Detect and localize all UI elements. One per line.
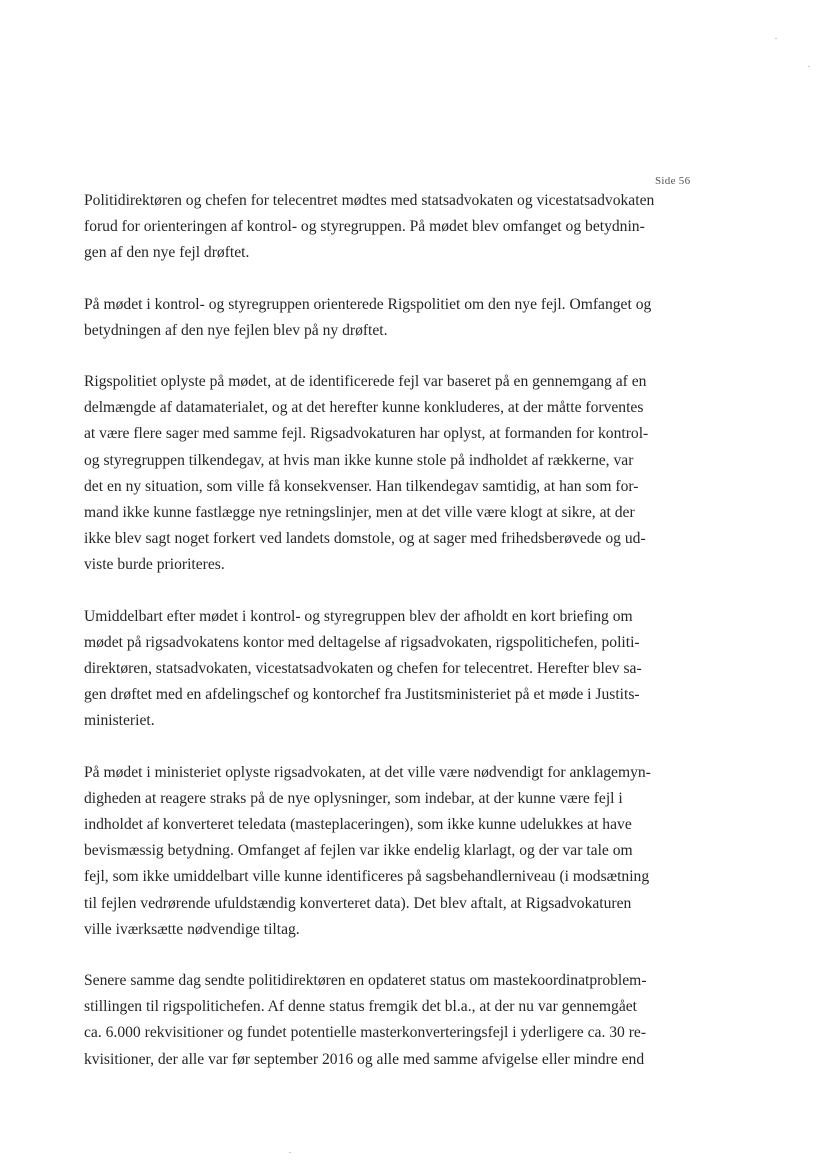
paragraph-1 [84,188,655,267]
text-line: forud for orienteringen af kontrol- og styregruppen. På mødet blev omfanget og betydnin- [84,218,645,236]
text-line: ville iværksætte nødvendige tiltag. [84,920,300,938]
text-line: det en ny situation, som ville få konsekvenser. Han tilkendegav samtidig, at han som for- [84,477,639,495]
text-line: mand ikke kunne fastlægge nye retningslinjer, men at det ville være klogt at sikre, at der [84,504,635,522]
text-line: ca. 6.000 rekvisitioner og fundet potentielle masterkonverteringsfejl i yderligere ca. 30 re- [84,1024,647,1042]
paragraph-2 [84,292,652,344]
scan-speck [808,66,810,67]
text-line: Politidirektøren og chefen for telecentret mødtes med statsadvokaten og vicestatsadvokaten [84,192,655,209]
paragraph-5 [84,760,651,943]
text-line: Rigspolitiet oplyste på mødet, at de identificerede fejl var baseret på en gennemgang af en [84,373,647,391]
text-line: betydningen af den nye fejlen blev på ny drøftet. [84,321,388,339]
text-line: Umiddelbart efter mødet i kontrol- og styregruppen blev der afholdt en kort briefing om [84,607,633,625]
text-line: bevismæssig betydning. Omfanget af fejlen var ikke endelig klarlagt, og der var tale om [84,842,633,860]
text-line: gen drøftet med en afdelingschef og kontorchef fra Justitsministeriet på et møde i Justits- [84,686,640,704]
text-line: stillingen til rigspolitichefen. Af denne status fremgik det bl.a., at der nu var gennemgået [84,998,637,1016]
paragraph-3 [84,369,649,579]
body-text [84,188,655,1098]
text-line: ikke blev sagt noget forkert ved landets domstole, og at sager med frihedsberøvede og ud- [84,530,646,548]
text-line: direktøren, statsadvokaten, vicestatsadvokaten og chefen for telecentret. Herefter blev sa- [84,660,642,678]
text-line: viste burde prioriteres. [84,556,225,574]
text-line: Senere samme dag sendte politidirektøren en opdateret status om mastekoordinatproblem- [84,972,647,990]
scan-speck [775,38,777,39]
text-line: og styregruppen tilkendegav, at hvis man ikke kunne stole på indholdet af rækkerne, var [84,451,634,469]
text-line: På mødet i ministeriet oplyste rigsadvokaten, at det ville være nødvendigt for anklagemyn- [84,763,651,781]
text-line: mødet på rigsadvokatens kontor med deltagelse af rigsadvokaten, rigspolitichefen, politi- [84,633,640,651]
text-line: På mødet i kontrol- og styregruppen orienterede Rigspolitiet om den nye fejl. Omfanget og [84,295,652,313]
text-line: til fejlen vedrørende ufuldstændig konverteret data). Det blev aftalt, at Rigsadvokaturen [84,894,632,912]
text-line: gen af den nye fejl drøftet. [84,244,250,262]
text-line: kvisitioner, der alle var før september 2016 og alle med samme afvigelse eller mindre end [84,1050,645,1068]
paragraph-6 [84,968,647,1073]
text-line: at være flere sager med samme fejl. Rigsadvokaturen har oplyst, at formanden for kontrol- [84,425,649,443]
text-line: indholdet af konverteret teledata (masteplaceringen), som ikke kunne udelukkes at have [84,816,632,834]
scan-speck [289,1152,291,1153]
text-line: ministeriet. [84,712,155,730]
text-line: fejl, som ikke umiddelbart ville kunne identificeres på sagsbehandlerniveau (i modsætning [84,868,650,886]
text-line: digheden at reagere straks på de nye oplysninger, som indebar, at der kunne være fejl i [84,789,623,807]
text-line: delmængde af datamaterialet, og at det herefter kunne konkluderes, at der måtte forventes [84,399,644,417]
page-number: Side 56 [655,175,691,187]
paragraph-4 [84,604,642,735]
